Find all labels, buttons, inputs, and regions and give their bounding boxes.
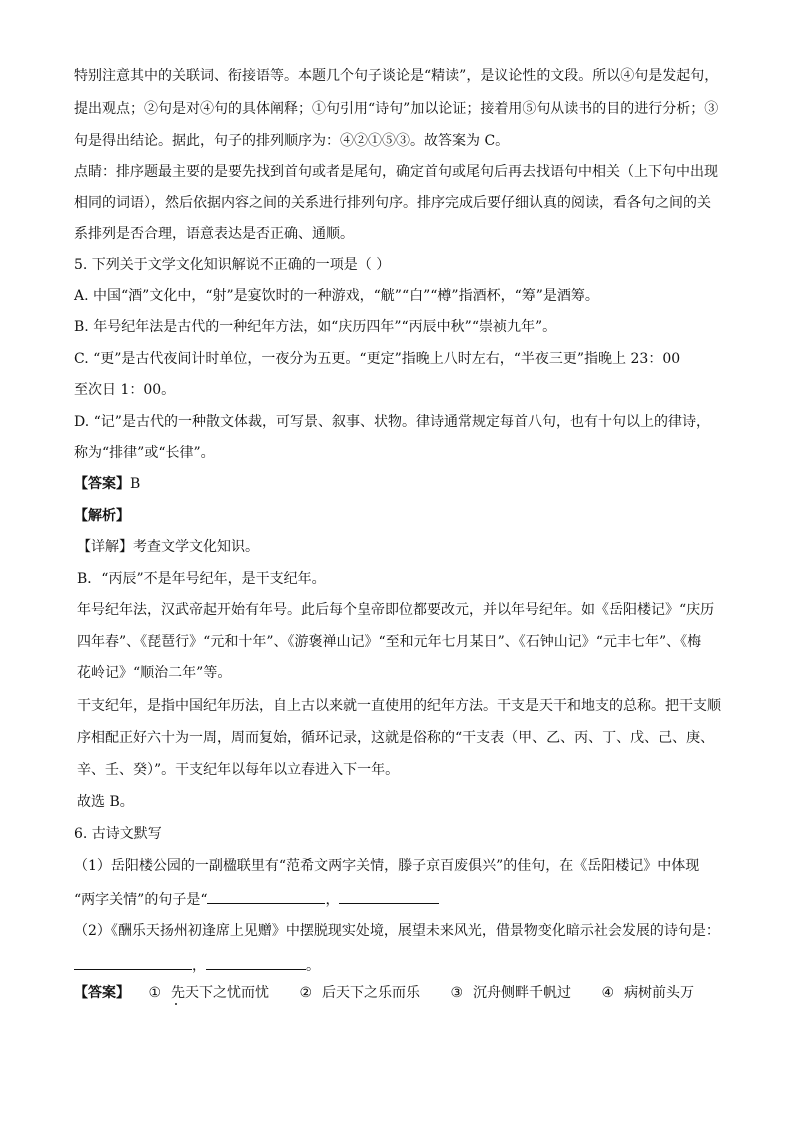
text-line: 点睛：排序题最主要的是要先找到首句或者是尾句，确定首句或尾句后再去找语句中相关（上下句中出现	[74, 164, 718, 180]
option-d-cont: 称为“排律”或“长律”。	[74, 445, 215, 461]
text-line: 花岭记》“顺治二年”等。	[77, 665, 232, 681]
text-line: 干支纪年，是指中国纪年历法，自上古以来就一直使用的纪年方法。干支是天干和地支的总称。把干支顺	[77, 698, 721, 714]
text-line: 句是得出结论。据此，句子的排列顺序为：④②①⑤③。故答案为 C。	[74, 133, 510, 149]
answer-text: 先天下之忧而忧	[171, 985, 270, 1001]
answer-value: B	[130, 476, 141, 492]
text-line: 故选 B。	[77, 794, 134, 810]
answer-row-6	[74, 984, 734, 1002]
answer-num: ①	[148, 985, 162, 1001]
text-line: B．“丙辰”不是年号纪年，是干支纪年。	[77, 571, 326, 587]
answer-tag: 【答案】	[74, 985, 130, 1001]
answer-num: ③	[450, 985, 464, 1001]
answer-text: 病树前头万	[624, 985, 695, 1001]
sub-question-2-blanks: ， 。	[74, 955, 734, 975]
text-line: 系排列是否合理，语意表达是否正确、通顺。	[74, 226, 354, 242]
answer-text: 沉舟侧畔千帆过	[473, 985, 572, 1001]
sub-question-1: （1）岳阳楼公园的一副楹联里有“范希文两字关情，滕子京百废俱兴”的佳句，在《岳阳楼记》中体现	[74, 858, 700, 874]
option-a: A. 中国“酒”文化中，“射”是宴饮时的一种游戏，“觥”“白”“樽”指酒杯，“筹”是酒筹。	[74, 288, 599, 304]
fill-blank[interactable]	[339, 889, 439, 904]
text-line: 相同的词语），然后依据内容之间的关系进行排列句序。排序完成后要仔细认真的阅读，看各句之间的关	[74, 195, 711, 211]
fill-blank[interactable]	[74, 955, 192, 970]
text-line: 特别注意其中的关联词、衔接语等。本题几个句子谈论是“精读”，是议论性的文段。所以④句是发起句，	[74, 68, 719, 84]
sub-question-2: （2）《酬乐天扬州初逢席上见赠》中摆脱现实处境，展望未来风光，借景物变化暗示社会发展的诗句是：	[74, 923, 720, 939]
option-b: B. 年号纪年法是古代的一种纪年方法，如“庆历四年”“丙辰中秋”“崇祯九年”。	[74, 319, 557, 335]
answer-tag: 【答案】	[74, 476, 130, 492]
ink-dot	[175, 1003, 177, 1005]
analysis-tag: 【解析】	[74, 508, 130, 524]
text-line: 四年春”、《琵琶行》“元和十年”、《游褒禅山记》“至和元年七月某日”、《石钟山记》“元丰七年”、《梅	[77, 634, 702, 650]
option-d: D. “记”是古代的一种散文体裁，可写景、叙事、状物。律诗通常规定每首八句，也有十句以上的律诗，	[74, 414, 710, 430]
text-line: 辛、壬、癸）”。干支纪年以每年以立春进入下一年。	[77, 762, 400, 778]
question-6: 6. 古诗文默写	[74, 826, 162, 842]
answer-row	[74, 475, 734, 493]
option-c-cont: 至次日 1：00。	[74, 382, 176, 398]
text-line: 提出观点；②句是对④句的具体阐释；①句引用“诗句”加以论证；接着用⑤句从读书的目的进行分析；③	[74, 101, 719, 117]
fill-blank[interactable]	[207, 889, 325, 904]
answer-num: ②	[299, 985, 313, 1001]
answer-text: 后天下之乐而乐	[322, 985, 421, 1001]
text-line: 序相配正好六十为一周，周而复始，循环记录，这就是俗称的“干支表（甲、乙、丙、丁、戊、己、庚、	[77, 730, 715, 746]
answer-num: ④	[601, 985, 615, 1001]
question-5: 5. 下列关于文学文化知识解说不正确的一项是（ ）	[74, 257, 391, 273]
sub-question-1-cont: “两字关情”的句子是“ ，	[74, 889, 734, 909]
fill-blank[interactable]	[206, 955, 306, 970]
detail-line: 【详解】考查文学文化知识。	[77, 539, 259, 555]
option-c: C. “更”是古代夜间计时单位，一夜分为五更。“更定”指晚上八时左右，“半夜三更”指晚上 23：00	[74, 351, 681, 367]
text-line: 年号纪年法，汉武帝起开始有年号。此后每个皇帝即位都要改元，并以年号纪年。如《岳阳楼记》“庆历	[77, 602, 715, 618]
